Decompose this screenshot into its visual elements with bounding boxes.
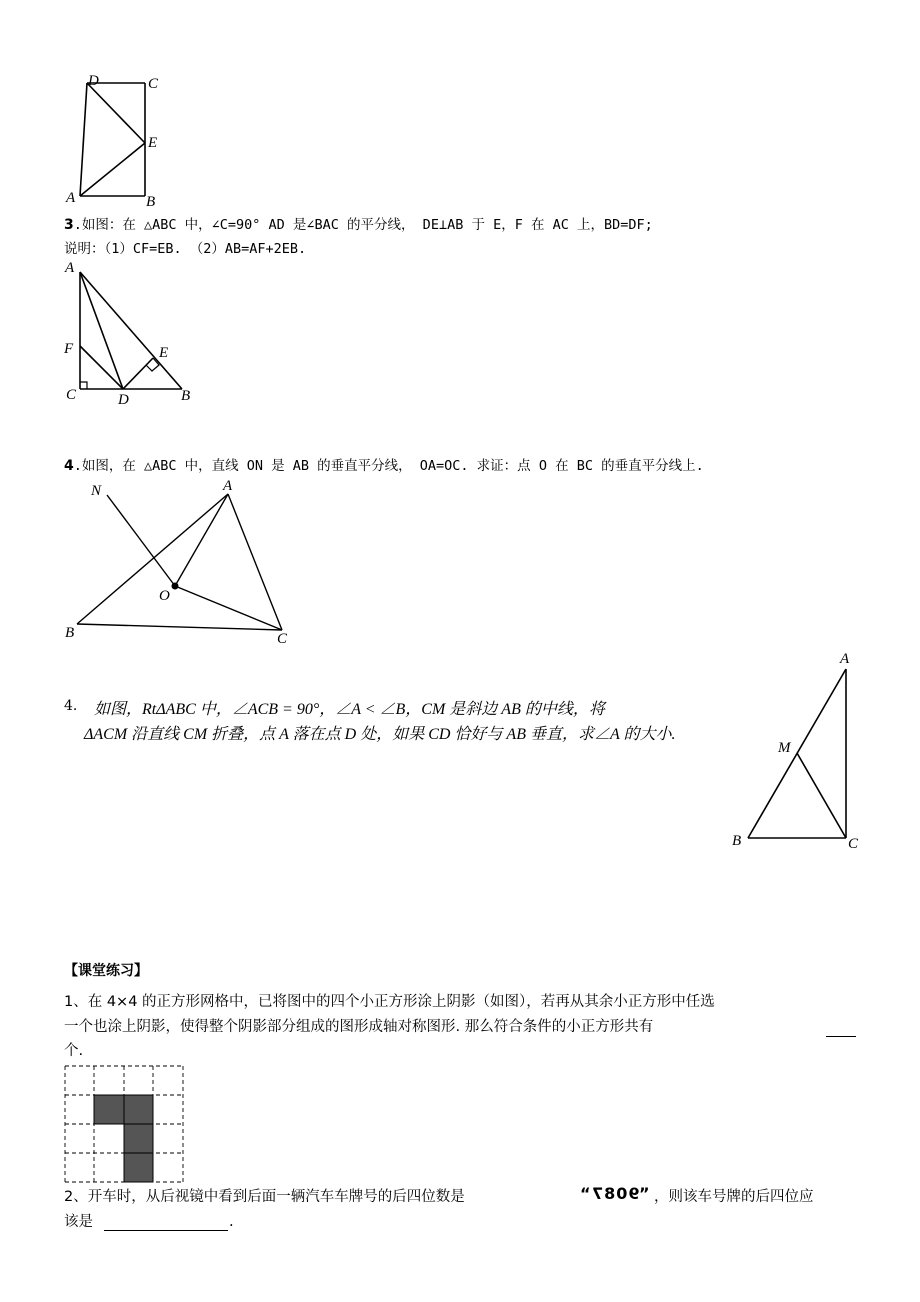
label-d: D <box>88 73 99 89</box>
problem-4a-number: 4 <box>64 458 74 474</box>
figure-right-triangle-acm <box>725 645 875 855</box>
label-c: C <box>848 836 859 852</box>
problem-4a-text: .如图，在 △ABC 中，直线 ON 是 AB 的垂直平分线， OA=OC. 求证：点 O 在 BC 的垂直平分线上. <box>73 458 704 474</box>
label-a: A <box>840 651 850 667</box>
practice-q2-part-1: 2、开车时，从后视镜中看到后面一辆汽车车牌号的后四位数是 <box>64 1189 465 1205</box>
label-a: A <box>65 260 75 276</box>
practice-q2-end: . <box>229 1214 234 1230</box>
label-m: M <box>778 740 791 756</box>
label-b: B <box>181 388 191 404</box>
label-e: E <box>159 345 169 361</box>
label-d: D <box>118 392 129 408</box>
problem-4b-number: 4. <box>64 698 78 714</box>
practice-q2-part-2: ，则该车号牌的后四位应 <box>654 1189 814 1205</box>
practice-q2-answer-blank[interactable] <box>104 1214 228 1231</box>
problem-3-line-2: 说明：（1）CF=EB. （2）AB=AF+2EB. <box>64 241 307 257</box>
practice-q1-answer-blank[interactable] <box>826 1020 856 1037</box>
shaded-square <box>94 1095 124 1124</box>
practice-q1-line-2: 一个也涂上阴影，使得整个阴影部分组成的图形成轴对称图形. 那么符合条件的小正方形共有 <box>64 1019 654 1035</box>
label-b: B <box>732 833 742 849</box>
label-f: F <box>64 341 74 357</box>
problem-3-line-1 <box>64 215 653 235</box>
practice-q1-line-3: 个. <box>64 1043 84 1059</box>
label-c: C <box>148 76 159 92</box>
label-a: A <box>66 190 76 206</box>
problem-3-number: 3 <box>64 217 74 233</box>
practice-title: 【课堂练习】 <box>64 963 148 979</box>
practice-q2-plate <box>580 1184 650 1203</box>
label-c: C <box>277 631 288 647</box>
shaded-square <box>124 1124 153 1153</box>
problem-4b-line-2: ΔACM 沿直线 CM 折叠，点 A 落在点 D 处，如果 CD 恰好与 AB 垂直，求∠A 的大小. <box>84 726 676 743</box>
open-quote: “ <box>580 1184 591 1203</box>
shaded-squares <box>94 1095 153 1182</box>
label-a: A <box>223 478 233 494</box>
practice-q1-line-1: 1、在 4×4 的正方形网格中，已将图中的四个小正方形涂上阴影（如图），若再从其余小正方形中任选 <box>64 994 715 1010</box>
problem-4b-line-1: 如图，RtΔABC 中，∠ACB = 90°，∠A < ∠B，CM 是斜边 AB 的中线，将 <box>94 701 605 718</box>
problem-3-text: .如图：在 △ABC 中，∠C=90° AD 是∠BAC 的平分线， DE⊥AB 于 E，F 在 AC 上，BD=DF; <box>73 217 653 233</box>
label-o: O <box>159 588 170 604</box>
problem-4a-line <box>64 456 704 476</box>
close-quote: ” <box>639 1184 650 1203</box>
label-b: B <box>146 194 156 210</box>
figure-4x4-grid <box>64 1065 186 1185</box>
figure-rectangle-dceab <box>55 68 185 210</box>
figure-triangle-afedb <box>55 255 215 410</box>
mirrored-plate-number: 9087 <box>590 1184 640 1203</box>
label-e: E <box>148 135 158 151</box>
shaded-square <box>124 1153 153 1182</box>
label-c: C <box>66 387 77 403</box>
practice-q2-line-2: 该是 <box>64 1214 93 1230</box>
label-n: N <box>91 483 102 499</box>
label-b: B <box>65 625 75 641</box>
shaded-square <box>124 1095 153 1124</box>
figure-triangle-abc-on <box>55 475 305 650</box>
